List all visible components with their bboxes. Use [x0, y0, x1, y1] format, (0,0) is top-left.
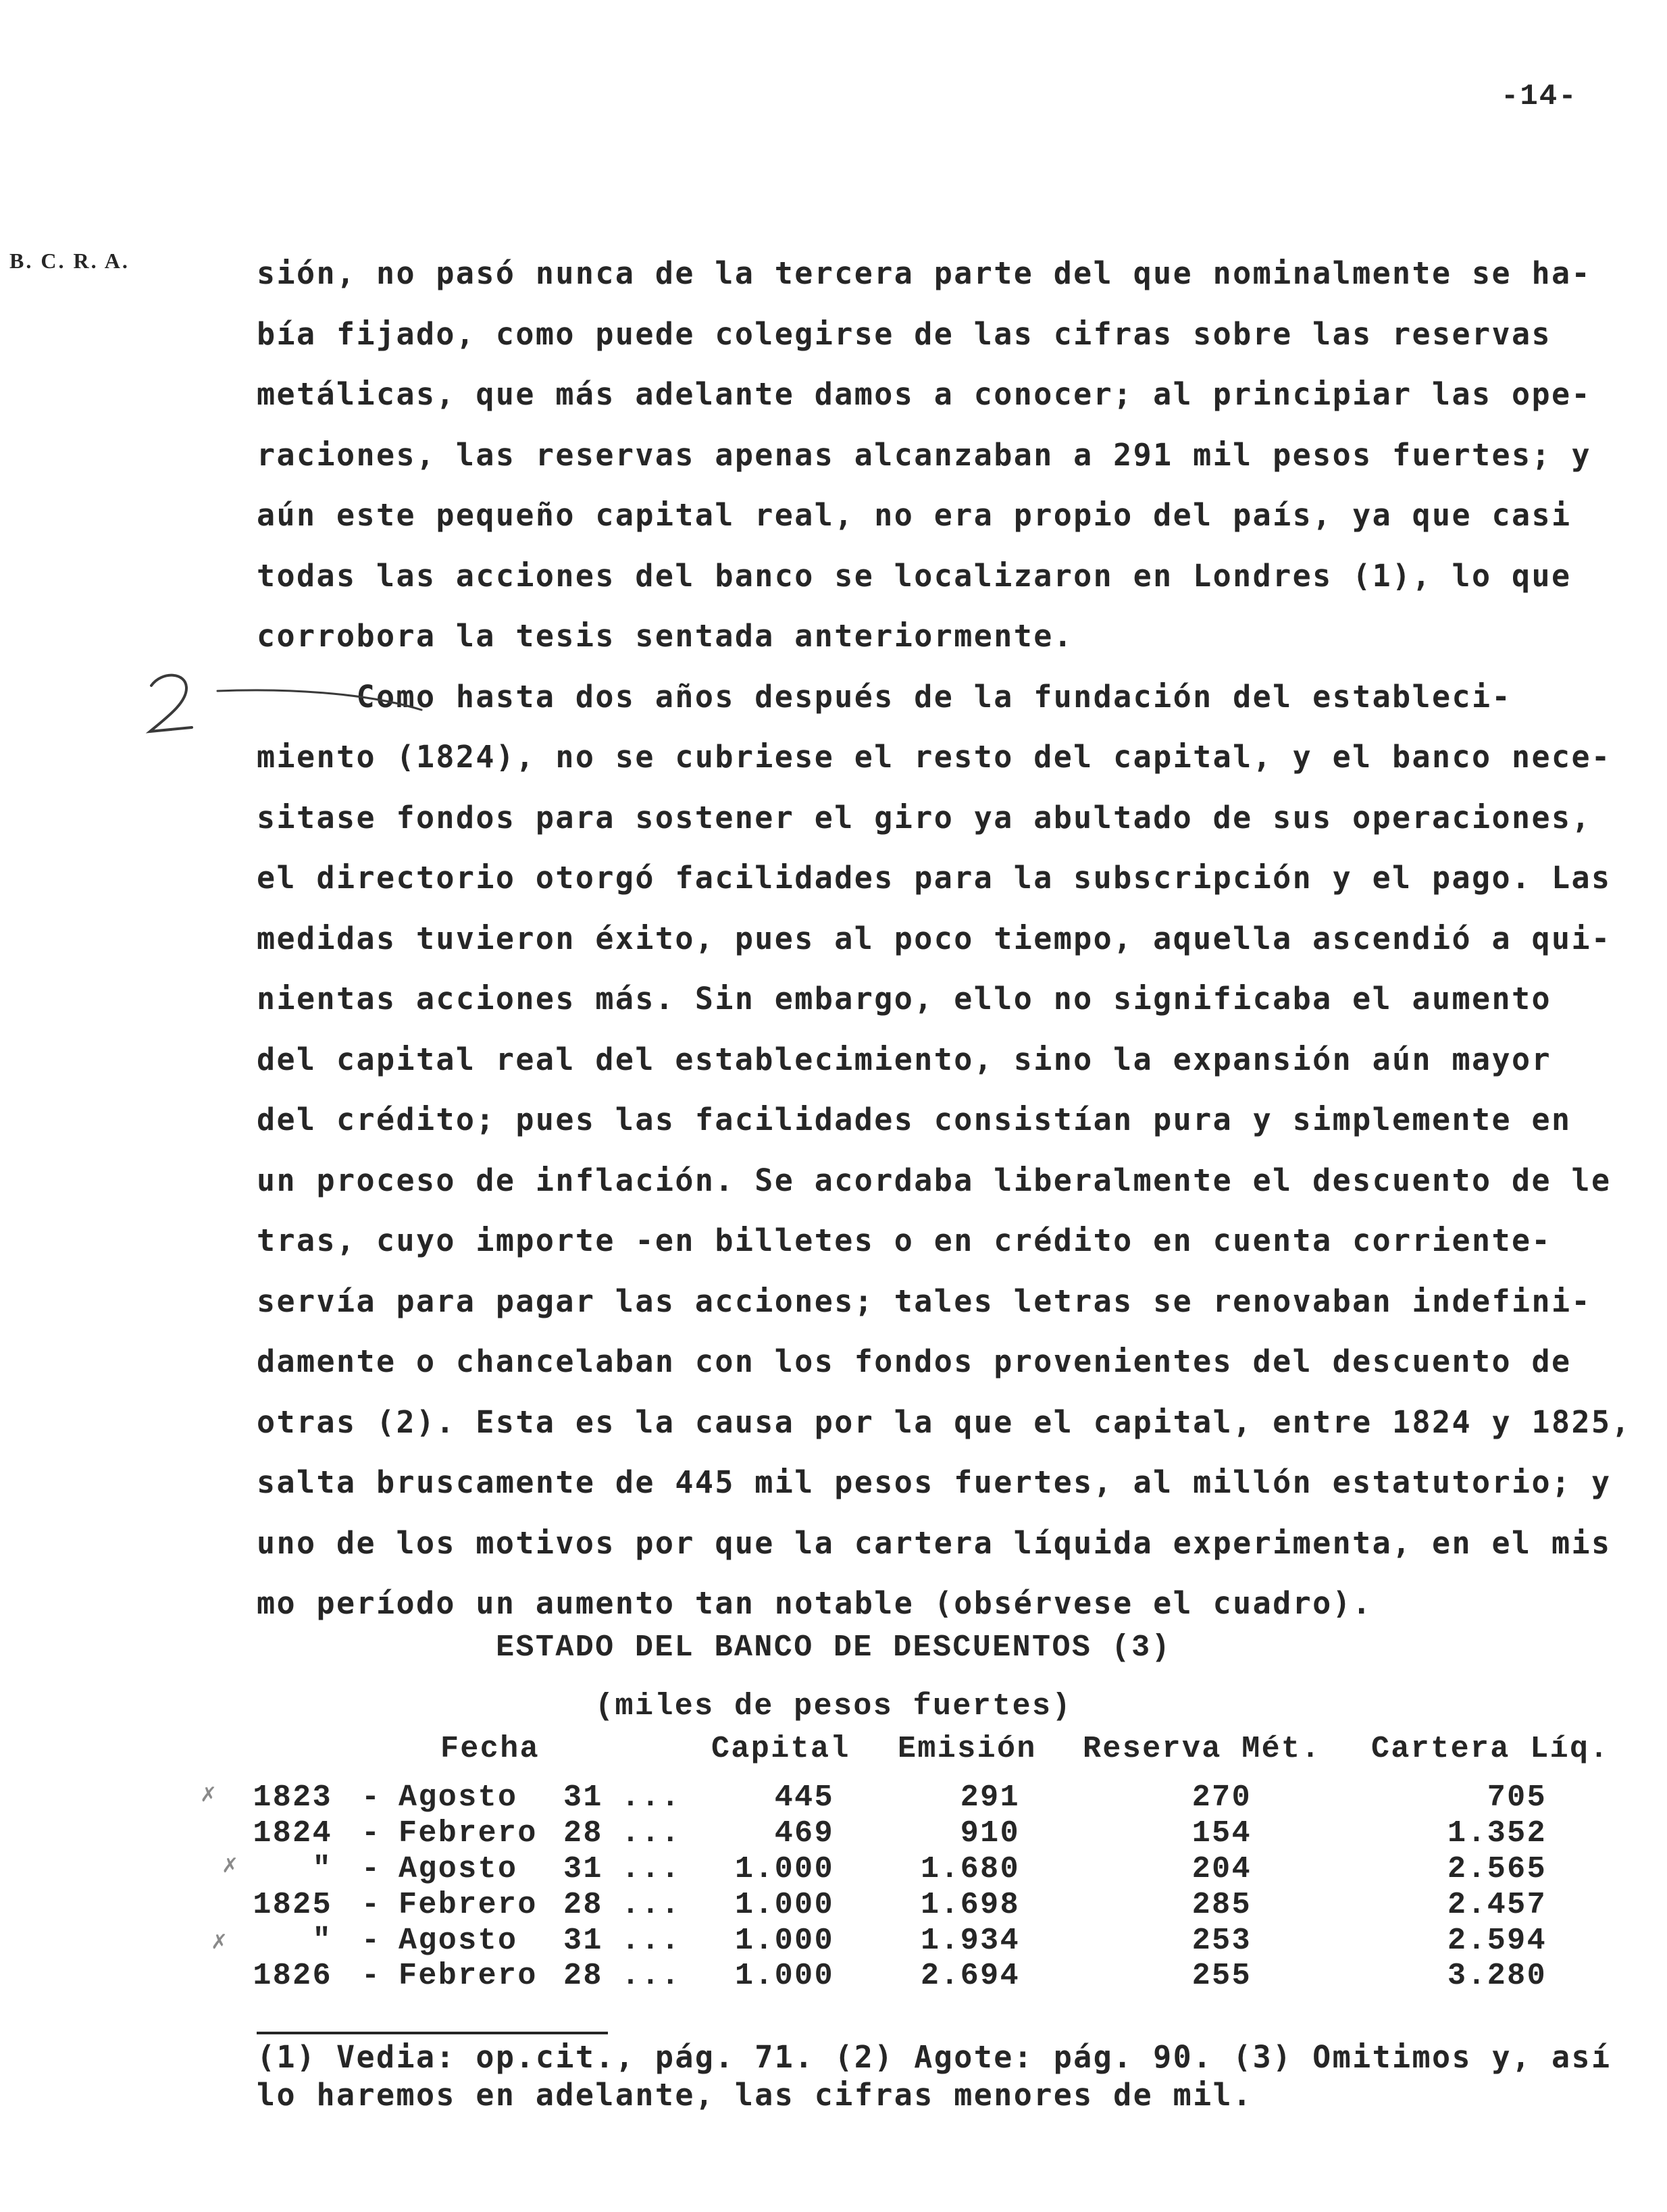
handwritten-numeral	[150, 675, 192, 731]
cell-dots: ...	[621, 1780, 682, 1815]
cell-capital: 1.000	[734, 1852, 834, 1886]
cell-day: 28	[563, 1816, 603, 1851]
cell-reserva: 285	[1191, 1888, 1252, 1922]
cell-dash: -	[361, 1924, 382, 1958]
table-row	[253, 1780, 1648, 1817]
margin-label: B. C. R. A.	[9, 249, 130, 273]
cell-month: Agosto	[399, 1924, 518, 1958]
cell-dots: ...	[621, 1852, 682, 1886]
cell-cartera: 705	[1487, 1780, 1547, 1815]
cell-capital: 1.000	[734, 1888, 834, 1922]
cell-month: Agosto	[399, 1780, 518, 1815]
table-row	[253, 1959, 1648, 1995]
header-cartera: Cartera Líq.	[1371, 1732, 1610, 1766]
footnotes: (1) Vedia: op.cit., pág. 71. (2) Agote: pág. 90. (3) Omitimos y, así lo haremos en adelante, las cifras menores de mil.	[257, 2039, 1612, 2113]
cell-capital: 1.000	[734, 1924, 834, 1958]
table-row	[257, 1852, 1648, 1888]
page-number: -14-	[1501, 80, 1578, 113]
cell-dash: -	[361, 1780, 382, 1815]
cell-cartera: 2.565	[1447, 1852, 1547, 1886]
cell-emision: 910	[960, 1816, 1020, 1851]
handwritten-annotation	[142, 665, 426, 740]
footnote-rule	[257, 2032, 608, 2034]
cell-capital: 445	[774, 1780, 834, 1815]
handwritten-pointer-line	[217, 690, 421, 710]
cell-dots: ...	[621, 1888, 682, 1922]
cell-reserva: 270	[1191, 1780, 1252, 1815]
header-fecha: Fecha	[440, 1732, 540, 1766]
cell-cartera: 3.280	[1447, 1959, 1547, 1993]
cell-year: 1826	[253, 1959, 332, 1993]
table-title: ESTADO DEL BANCO DE DESCUENTOS (3)	[496, 1630, 1171, 1665]
cell-reserva: 154	[1191, 1816, 1252, 1851]
cell-reserva: 255	[1191, 1959, 1252, 1993]
cell-dots: ...	[621, 1924, 682, 1958]
cell-cartera: 2.457	[1447, 1888, 1547, 1922]
cell-dash: -	[361, 1888, 382, 1922]
body-text: sión, no pasó nunca de la tercera parte del que nominalmente se ha- bía fijado, como puede colegirse de las cifras sobre las reservas metálicas, que más adelante damos a conocer; al principiar las ope- raciones, las reservas apenas alcanzaban a 291 mil pesos fuertes; y aún este pequeño capital real, no era propio del país, ya que casi todas las acciones del banco se localizaron en Londres (1), lo que corrobora la tesis sentada anteriormente. Como hasta dos años después de la fundación del estableci- miento (1824), no se cubriese el resto del capital, y el banco nece- sitase fondos para sostener el giro ya abultado de sus operaciones, el directorio otorgó facilidades para la subscripción y el pago. Las medidas tuvieron éxito, pues al poco tiempo, aquella ascendió a qui- nientas acciones más. Sin embargo, ello no significaba el aumento del capital real del establecimiento, sino la expansión aún mayor del crédito; pues las facilidades consistían pura y simplemente en un proceso de inflación. Se acordaba liberalmente el descuento de le tras, cuyo importe -en billetes o en crédito en cuenta corriente- servía para pagar las acciones; tales letras se renovaban indefini- damente o chancelaban con los fondos provenientes del descuento de otras (2). Esta es la causa por la que el capital, entre 1824 y 1825, salta bruscamente de 445 mil pesos fuertes, al millón estatutorio; y uno de los motivos por que la cartera líquida experimenta, en el mis mo período un aumento tan notable (obsérvese el cuadro).	[257, 255, 1631, 1621]
cell-day: 28	[563, 1959, 603, 1993]
table-header-row	[257, 1732, 1648, 1772]
table-row	[253, 1816, 1648, 1853]
cell-day: 28	[563, 1888, 603, 1922]
margin-mark: ✗	[200, 1783, 217, 1807]
table-row	[253, 1888, 1648, 1924]
cell-month: Febrero	[399, 1816, 538, 1851]
cell-year: "	[312, 1852, 332, 1886]
cell-reserva: 204	[1191, 1852, 1252, 1886]
cell-month: Febrero	[399, 1959, 538, 1993]
cell-dash: -	[361, 1816, 382, 1851]
margin-mark: ✗	[222, 1854, 239, 1878]
cell-year: 1824	[253, 1816, 332, 1851]
cell-year: "	[312, 1924, 332, 1958]
cell-month: Agosto	[399, 1852, 518, 1886]
cell-cartera: 1.352	[1447, 1816, 1547, 1851]
cell-capital: 469	[774, 1816, 834, 1851]
cell-emision: 291	[960, 1780, 1020, 1815]
table-subtitle: (miles de pesos fuertes)	[595, 1689, 1072, 1724]
header-emision: Emisión	[898, 1732, 1037, 1766]
cell-year: 1825	[253, 1888, 332, 1922]
cell-dash: -	[361, 1852, 382, 1886]
cell-day: 31	[563, 1780, 603, 1815]
cell-emision: 1.680	[920, 1852, 1020, 1886]
cell-month: Febrero	[399, 1888, 538, 1922]
cell-dash: -	[361, 1959, 382, 1993]
cell-day: 31	[563, 1924, 603, 1958]
cell-emision: 2.694	[920, 1959, 1020, 1993]
cell-capital: 1.000	[734, 1959, 834, 1993]
cell-cartera: 2.594	[1447, 1924, 1547, 1958]
header-capital: Capital	[711, 1732, 850, 1766]
cell-reserva: 253	[1191, 1924, 1252, 1958]
cell-year: 1823	[253, 1780, 332, 1815]
cell-emision: 1.934	[920, 1924, 1020, 1958]
cell-dots: ...	[621, 1816, 682, 1851]
cell-day: 31	[563, 1852, 603, 1886]
cell-dots: ...	[621, 1959, 682, 1993]
table-row	[257, 1924, 1648, 1960]
cell-emision: 1.698	[920, 1888, 1020, 1922]
margin-mark: ✗	[211, 1930, 228, 1954]
header-reserva: Reserva Mét.	[1083, 1732, 1321, 1766]
